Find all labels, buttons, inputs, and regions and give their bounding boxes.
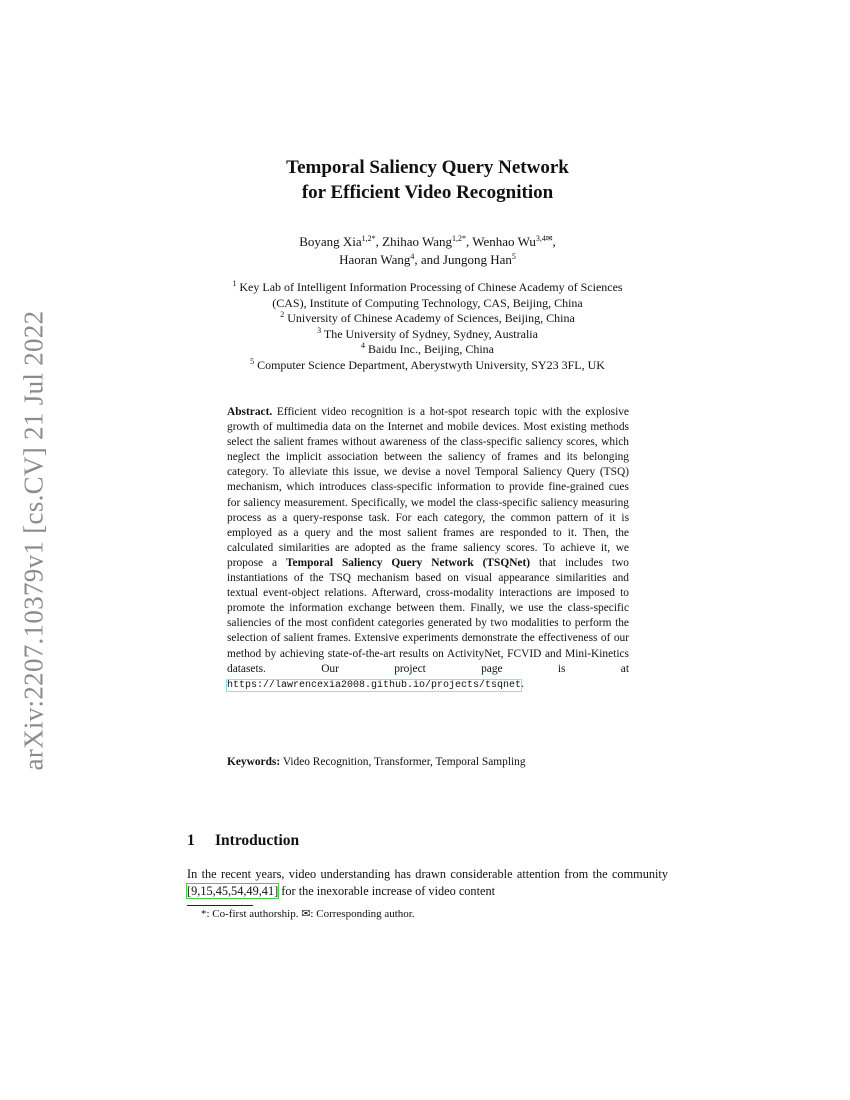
intro-paragraph bbox=[187, 866, 668, 900]
author-separator: , and bbox=[414, 252, 443, 267]
title-line-2: for Efficient Video Recognition bbox=[301, 182, 554, 203]
affiliation-line bbox=[187, 327, 668, 343]
abstract-text-1: Efficient video recognition is a hot-spot research topic with the explosive growth of multimedia data on the Internet and mobile devices. Most existing methods select the salient frames without awareness of the class-specific saliency scores, which neglect the implicit association between the saliency of frames and its belonging category. To alleviate this issue, we devise a novel Temporal Saliency Query (TSQ) mechanism, which introduces class-specific information to provide fine-grained cues for saliency measurement. Specifically, we model the class-specific saliency measuring process as a query-response task. For each category, the common pattern of it is employed as a query and the most salient frames are responded to it. Then, the calculated similarities are adopted as the frame saliency scores. To achieve it, we propose a bbox=[227, 406, 629, 569]
arxiv-identifier: arXiv:2207.10379v1 [cs.CV] 21 Jul 2022 bbox=[18, 310, 49, 770]
affiliation-number: 1 bbox=[232, 279, 237, 288]
section-heading bbox=[187, 832, 668, 850]
keywords-label: Keywords: bbox=[227, 756, 281, 768]
intro-text-2: for the inexorable increase of video content bbox=[281, 884, 496, 898]
section-title: Introduction bbox=[215, 832, 300, 849]
title-line-1: Temporal Saliency Query Network bbox=[286, 157, 569, 178]
author-name: Wenhao Wu bbox=[472, 234, 536, 249]
project-page-link[interactable]: https://lawrencexia2008.github.io/projects/tsqnet bbox=[227, 679, 522, 691]
affiliation-text: The University of Sydney, Sydney, Australia bbox=[323, 326, 538, 341]
section-number: 1 bbox=[187, 832, 195, 849]
affiliation-line bbox=[187, 296, 668, 312]
author-separator: , bbox=[375, 234, 383, 249]
affiliation-line bbox=[187, 358, 668, 374]
affiliation-line bbox=[187, 311, 668, 327]
author-affil-mark: 4 bbox=[410, 252, 415, 261]
arxiv-sidebar bbox=[10, 300, 58, 780]
author-name: Haoran Wang bbox=[339, 252, 411, 267]
author-separator: , bbox=[552, 234, 556, 249]
affiliation-number: 4 bbox=[361, 341, 365, 350]
author-affil-mark: 1,2* bbox=[452, 234, 467, 243]
affiliation-list bbox=[187, 280, 668, 373]
footnote-rule bbox=[187, 905, 253, 906]
affiliation-text: Key Lab of Intelligent Information Processing of Chinese Academy of Sciences bbox=[239, 280, 623, 294]
abstract-end-period: . bbox=[521, 677, 524, 690]
abstract-label: Abstract. bbox=[227, 406, 273, 418]
author-affil-mark: 5 bbox=[511, 252, 516, 261]
affiliation-text: Baidu Inc., Beijing, China bbox=[368, 342, 494, 356]
paper-title bbox=[187, 155, 668, 205]
abstract-text-2: that includes two instantiations of the TSQ mechanism based on visual appearance similarities and textual event-object relations. Afterward, cross-modality interactions are imposed to promote the information exchange between them. Finally, we use the class-specific saliencies of the most confident categories generated by two modalities to perform the selection of salient frames. Extensive experiments demonstrate the effectiveness of our method by achieving state-of-the-art results on ActivityNet, FCVID and Mini-Kinetics datasets. Our project page is at bbox=[227, 556, 629, 675]
citation-link[interactable]: [9,15,45,54,49,41] bbox=[187, 884, 279, 898]
abstract-bold-term: Temporal Saliency Query Network (TSQNet) bbox=[285, 556, 531, 569]
intro-text-1: In the recent years, video understanding has drawn considerable attention from the community bbox=[187, 867, 668, 881]
affiliation-number: 5 bbox=[250, 356, 255, 366]
keywords bbox=[227, 755, 629, 770]
affiliation-line bbox=[187, 280, 668, 296]
abstract bbox=[227, 405, 629, 693]
author-name: Zhihao Wang bbox=[382, 234, 453, 249]
affiliation-number: 2 bbox=[280, 310, 285, 319]
author-separator: , bbox=[466, 234, 473, 249]
affiliation-text: University of Chinese Academy of Sciences, Beijing, China bbox=[287, 311, 575, 325]
footnote: *: Co-first authorship. ✉: Corresponding author. bbox=[201, 908, 415, 920]
author-list bbox=[187, 233, 668, 269]
author-name: Boyang Xia bbox=[299, 234, 362, 249]
keywords-text: Video Recognition, Transformer, Temporal Sampling bbox=[282, 756, 526, 768]
author-affil-mark: 3,4✉ bbox=[535, 234, 553, 243]
author-name: Jungong Han bbox=[442, 252, 512, 267]
affiliation-text: Computer Science Department, Aberystwyth University, SY23 3FL, UK bbox=[257, 357, 605, 372]
affiliation-text: (CAS), Institute of Computing Technology, CAS, Beijing, China bbox=[272, 295, 583, 310]
author-affil-mark: 1,2* bbox=[361, 234, 376, 243]
affiliation-number: 3 bbox=[317, 325, 322, 335]
affiliation-line bbox=[187, 342, 668, 358]
